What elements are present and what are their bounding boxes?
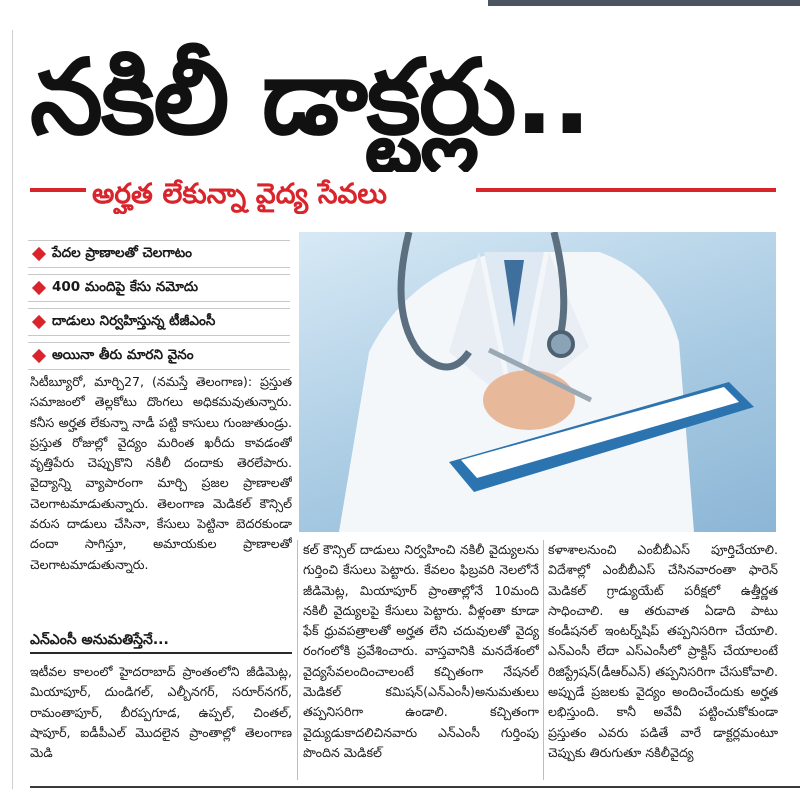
bullet-text: 400 మందిపై కేసు నమోదు	[52, 278, 199, 295]
section-subheading: ఎన్ఎంసీ అనుమతిస్తేనే...	[30, 628, 292, 654]
subheadline-rule-right	[476, 188, 776, 192]
headline: నకిలీ డాక్టర్లు..	[30, 36, 590, 158]
red-diamond-bullet-icon	[32, 247, 46, 261]
subheadline-rule-left	[30, 188, 86, 192]
red-diamond-bullet-icon	[32, 349, 46, 363]
bottom-rule	[30, 786, 800, 788]
article-column-1-continued	[30, 662, 292, 782]
article-column-2	[303, 540, 539, 780]
bullet-item	[28, 308, 290, 336]
page-edge-line	[12, 30, 13, 789]
article-paragraph: కళాశాలనుంచి ఎంబీబీఎస్ పూర్తిచేయాలి. విదేశాల్లో ఎంబీబీఎస్ చేసినవారంతా ఫారెన్ మెడికల్ గ్రాడ్యుయేట్ పరీక్షలో ఉత్తీర్ణత సాధించాలి. ఆ తరువాత ఏడాది పాటు కండీషనల్ ఇంటర్న్‌షిప్ తప్పనిసరిగా చేయాలి. ఎన్ఎంసీ లేదా ఎస్ఎంసీలో ప్రాక్టిస్ చేయాలంటే రిజిస్ట్రేషన్(డీఆర్ఎన్) తప్పనిసరిగా చేసుకోవాలి. అప్పుడే ప్రజలకు వైద్యం అందించేందుకు అర్హత లభిస్తుంది. కానీ అవేవీ పట్టించుకోకుండా ప్రస్తుతం ఎవరు పడితే వారే డాక్టర్లమంటూ చెప్పుకు తిరుగుతూ నకిలీవైద్య	[548, 542, 778, 760]
bullet-item	[28, 342, 290, 370]
bullet-text: అయినా తీరు మారని వైనం	[52, 346, 194, 363]
hand	[483, 370, 575, 430]
red-diamond-bullet-icon	[32, 315, 46, 329]
bullet-text: దాడులు నిర్వహిస్తున్న టీజీఎంసీ	[52, 312, 216, 329]
subheadline: అర్హత లేకున్నా వైద్య సేవలు	[92, 177, 387, 210]
bullet-item	[28, 240, 290, 268]
bullet-text: పేదల ప్రాణాలతో చెలగాటం	[52, 244, 193, 261]
article-column-1	[30, 372, 292, 627]
column-divider	[297, 540, 298, 780]
article-paragraph: సిటీబ్యూరో, మార్చి27, (నమస్తే తెలంగాణ): ప్రస్తుత సమాజంలో తెల్లకోటు దొంగలు అధికమవుతున్నారు. కనీస అర్హత లేకున్నా నాడీ పట్టి కాసులు గుంజుతుండ్రు. ప్రస్తుత రోజుల్లో వైద్యం మరింత ఖరీదు కావడంతో వృత్తిపేరు చెప్పుకొని నకిలీ దందాకు తెరలేపారు. వైద్యాన్ని వ్యాపారంగా మార్చి ప్రజల ప్రాణాలతో చెలగాటమాడుతున్నారు. తెలంగాణ మెడికల్ కౌన్సిల్ వరుస దాడులు చేసినా, కేసులు పెట్టినా బెదరకుండా దందా సాగిస్తూ, అమాయకుల ప్రాణాలతో చెలగాటమాడుతున్నారు.	[30, 374, 292, 572]
article-column-3	[548, 540, 778, 780]
doctor-illustration	[299, 232, 776, 532]
top-rule	[488, 0, 800, 6]
red-diamond-bullet-icon	[32, 281, 46, 295]
column-divider	[543, 540, 544, 780]
article-paragraph: కల్ కౌన్సిల్ దాడులు నిర్వహించి నకిలీ వైద్యులను గుర్తించి కేసులు పెట్టారు. కేవలం ఫిబ్రవరి నెలలోనే జీడిమెట్ల, మియాపూర్ ప్రాంతాల్లోనే 10మంది నకిలీ వైద్యులపై కేసులు పెట్టారు. వీళ్లంతా కూడా ఫేక్ ధ్రువపత్రాలతో అర్హత లేని చదువులతో వైద్య రంగంలోకి ప్రవేశించారు. వాస్తవానికి మనదేశంలో వైద్యసేవలందించాలంటే కచ్చితంగా నేషనల్ మెడికల్ కమిషన్(ఎన్ఎంసీ)అనుమతులు తప్పనిసరిగా ఉండాలి. కచ్చితంగా వైద్యుడుకాదలిచినవారు ఎన్ఎంసీ గుర్తింపు పొందిన మెడికల్	[303, 542, 539, 760]
bullet-item	[28, 274, 290, 302]
bullet-list	[28, 240, 290, 376]
stethoscope-chest-piece	[549, 332, 573, 356]
article-paragraph: ఇటీవల కాలంలో హైదరాబాద్ ప్రాంతంలోని జీడిమెట్ల, మియాపూర్, దుండిగల్, ఎల్బీనగర్, సరూర్‌నగర్, రామంతాపూర్, బీరప్పగూడ, ఉప్పల్, చింతల్, షాపూర్, ఐడీపీఎల్ మొదలైన ప్రాంతాల్లో తెలంగాణ మెడి	[30, 664, 292, 761]
doctor-photo	[299, 232, 776, 532]
